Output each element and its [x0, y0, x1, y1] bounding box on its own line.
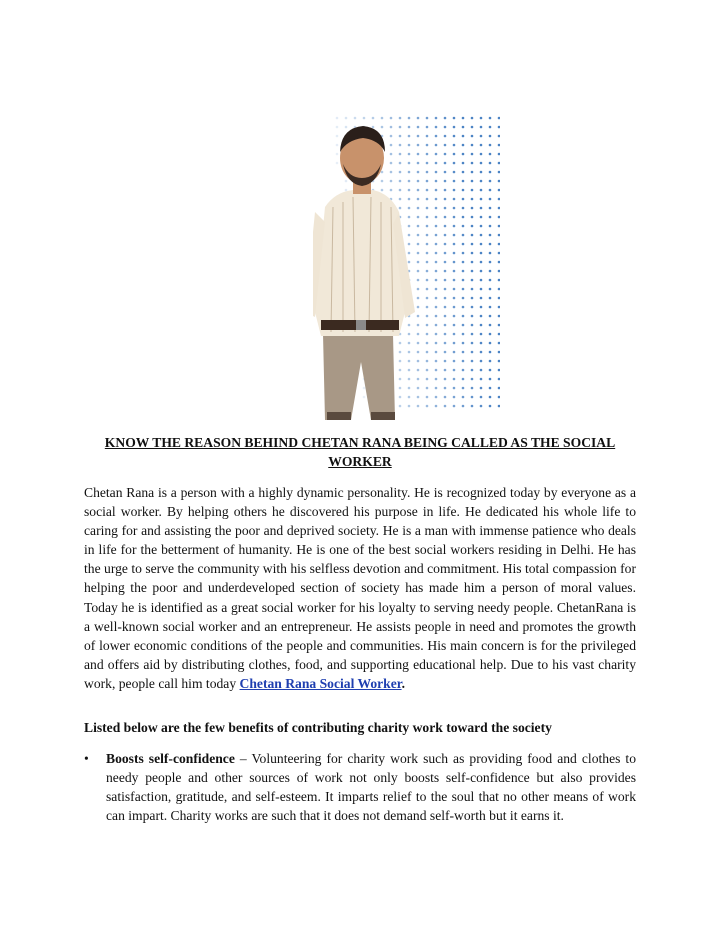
portrait-image [313, 112, 500, 420]
bullet-icon: • [84, 751, 89, 766]
list-item [84, 749, 636, 825]
paragraph-text: Chetan Rana is a person with a highly dynamic personality. He is recognized today by everyone as a social worker. By helping others he discovered his purpose in life. He dedicated his whole life to caring for and assisting the poor and deprived society. He is a man with immense patience who deals in life for the betterment of humanity. He is one of the best social workers residing in Delhi. He has the urge to serve the community with his selfless devotion and commitment. His total compassion for helping the poor and underdeveloped section of society has made him a person of moral values. Today he is identified as a great social worker for his loyalty to serving needy people. ChetanRana is a well-known social worker and an entrepreneur. He assists people in need and promotes the growth of lower economic conditions of the people and communities. His main concern is for the privileged and offers aid by distributing clothes, food, and supporting educational help. Due to his vast charity work, people call him today [84, 485, 636, 691]
chetan-rana-link[interactable]: Chetan Rana Social Worker [239, 675, 402, 691]
portrait-photo [313, 112, 500, 420]
article-title: KNOW THE REASON BEHIND CHETAN RANA BEING CALLED AS THE SOCIAL WORKER [104, 435, 616, 469]
bullet-lead: Boosts self-confidence [106, 751, 235, 766]
bullet-text: – Volunteering for charity work such as providing food and clothes to needy people and other sources of work not only boosts self-confidence but also provides satisfaction, gratitude, and self-esteem. It imparts relief to the soul that no other means of work can impart. Charity works are such that it does not demand self-worth but it earns it. [106, 751, 636, 824]
person-figure [313, 126, 415, 420]
paragraph-period: . [401, 675, 405, 691]
article-paragraph [84, 483, 636, 693]
benefits-list [84, 749, 636, 825]
benefits-heading: Listed below are the few benefits of contributing charity work toward the society [84, 720, 552, 735]
